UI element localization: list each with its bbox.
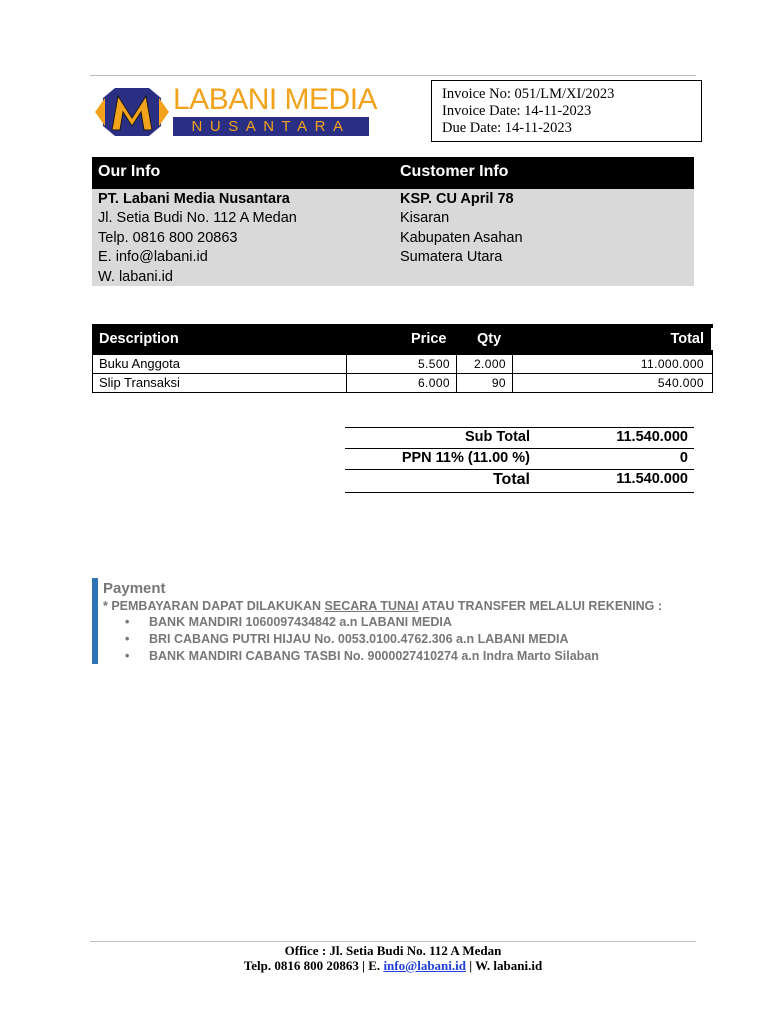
bank-account: BANK MANDIRI 1060097434842 a.n LABANI MEDIA — [149, 615, 452, 629]
info-header-bar — [92, 157, 694, 189]
subtotal-value: 11.540.000 — [616, 429, 688, 445]
bank-account: BANK MANDIRI CABANG TASBI No. 9000027410274 a.n Indra Marto Silaban — [149, 649, 599, 663]
footer-office: Office : Jl. Setia Budi No. 112 A Medan — [284, 943, 502, 958]
company-logo — [95, 83, 378, 140]
invoice-date: Invoice Date: 14-11-2023 — [442, 103, 592, 119]
our-address: Jl. Setia Budi No. 112 A Medan — [98, 210, 297, 227]
item-total: 11.000.000 — [512, 355, 713, 373]
logo-tagline: NUSANTARA — [173, 117, 369, 136]
items-table-header — [92, 324, 713, 354]
header-edge — [711, 328, 713, 350]
our-company-name: PT. Labani Media Nusantara — [98, 191, 290, 207]
top-divider — [90, 75, 696, 76]
our-info-details — [98, 190, 297, 287]
header-qty: Qty — [477, 331, 502, 347]
bullet-icon: • — [125, 615, 130, 629]
footer-separator: | E. — [358, 958, 384, 973]
header-description: Description — [99, 331, 179, 347]
items-table-body — [92, 354, 713, 393]
tax-label: PPN 11% (11.00 %) — [401, 450, 530, 466]
info-body — [92, 189, 694, 286]
payment-note-cash: SECARA TUNAI — [324, 599, 419, 613]
item-price: 5.500 — [346, 355, 456, 373]
payment-note — [103, 598, 662, 614]
customer-name: KSP. CU April 78 — [400, 191, 514, 207]
payment-accent-bar — [92, 578, 98, 664]
tax-value: 0 — [679, 450, 688, 466]
footer-phone: Telp. 0816 800 20863 — [243, 958, 359, 973]
grand-total-value: 11.540.000 — [616, 471, 688, 487]
payment-section — [103, 580, 662, 665]
payment-note-prefix: * PEMBAYARAN DAPAT DILAKUKAN — [103, 599, 325, 613]
customer-regency: Kabupaten Asahan — [400, 229, 523, 246]
invoice-meta-box — [431, 80, 702, 142]
bank-account: BRI CABANG PUTRI HIJAU No. 0053.0100.4762.306 a.n LABANI MEDIA — [149, 632, 569, 646]
list-item — [103, 614, 662, 631]
customer-info-heading: Customer Info — [400, 163, 509, 180]
logo-wordmark: LABANI MEDIA — [173, 83, 378, 116]
table-row — [92, 355, 713, 374]
footer-divider — [90, 941, 696, 942]
customer-province: Sumatera Utara — [400, 249, 503, 266]
totals-summary — [345, 427, 694, 493]
item-description: Slip Transaksi — [92, 374, 346, 392]
customer-info-details — [400, 190, 523, 268]
invoice-number: Invoice No: 051/LM/XI/2023 — [442, 86, 615, 102]
item-price: 6.000 — [346, 374, 456, 392]
subtotal-label: Sub Total — [465, 429, 530, 445]
our-website: W. labani.id — [98, 268, 173, 285]
table-row — [92, 374, 713, 393]
footer-website: | W. labani.id — [465, 958, 543, 973]
bank-account-list — [103, 614, 662, 665]
our-email: E. info@labani.id — [98, 249, 208, 266]
bullet-icon: • — [125, 632, 130, 646]
list-item — [103, 648, 662, 665]
item-description: Buku Anggota — [92, 355, 346, 373]
header-price: Price — [411, 331, 447, 347]
header-total: Total — [670, 331, 704, 347]
logo-mark-icon — [95, 84, 169, 140]
grand-total-row — [345, 469, 694, 493]
footer-email-link[interactable]: info@labani.id — [383, 958, 466, 973]
payment-title: Payment — [103, 580, 166, 597]
items-table — [92, 324, 713, 393]
invoice-due-date: Due Date: 14-11-2023 — [442, 120, 572, 136]
our-phone: Telp. 0816 800 20863 — [98, 229, 238, 246]
item-qty: 2.000 — [456, 355, 512, 373]
tax-row — [345, 448, 694, 469]
bullet-icon: • — [125, 649, 130, 663]
our-info-heading: Our Info — [98, 163, 161, 180]
payment-note-suffix: ATAU TRANSFER MELALUI REKENING : — [418, 599, 663, 613]
footer — [90, 943, 696, 973]
list-item — [103, 631, 662, 648]
item-qty: 90 — [456, 374, 512, 392]
grand-total-label: Total — [492, 471, 530, 488]
footer-contact — [90, 958, 696, 973]
item-total: 540.000 — [512, 374, 713, 392]
subtotal-row — [345, 427, 694, 448]
customer-city: Kisaran — [400, 210, 450, 227]
